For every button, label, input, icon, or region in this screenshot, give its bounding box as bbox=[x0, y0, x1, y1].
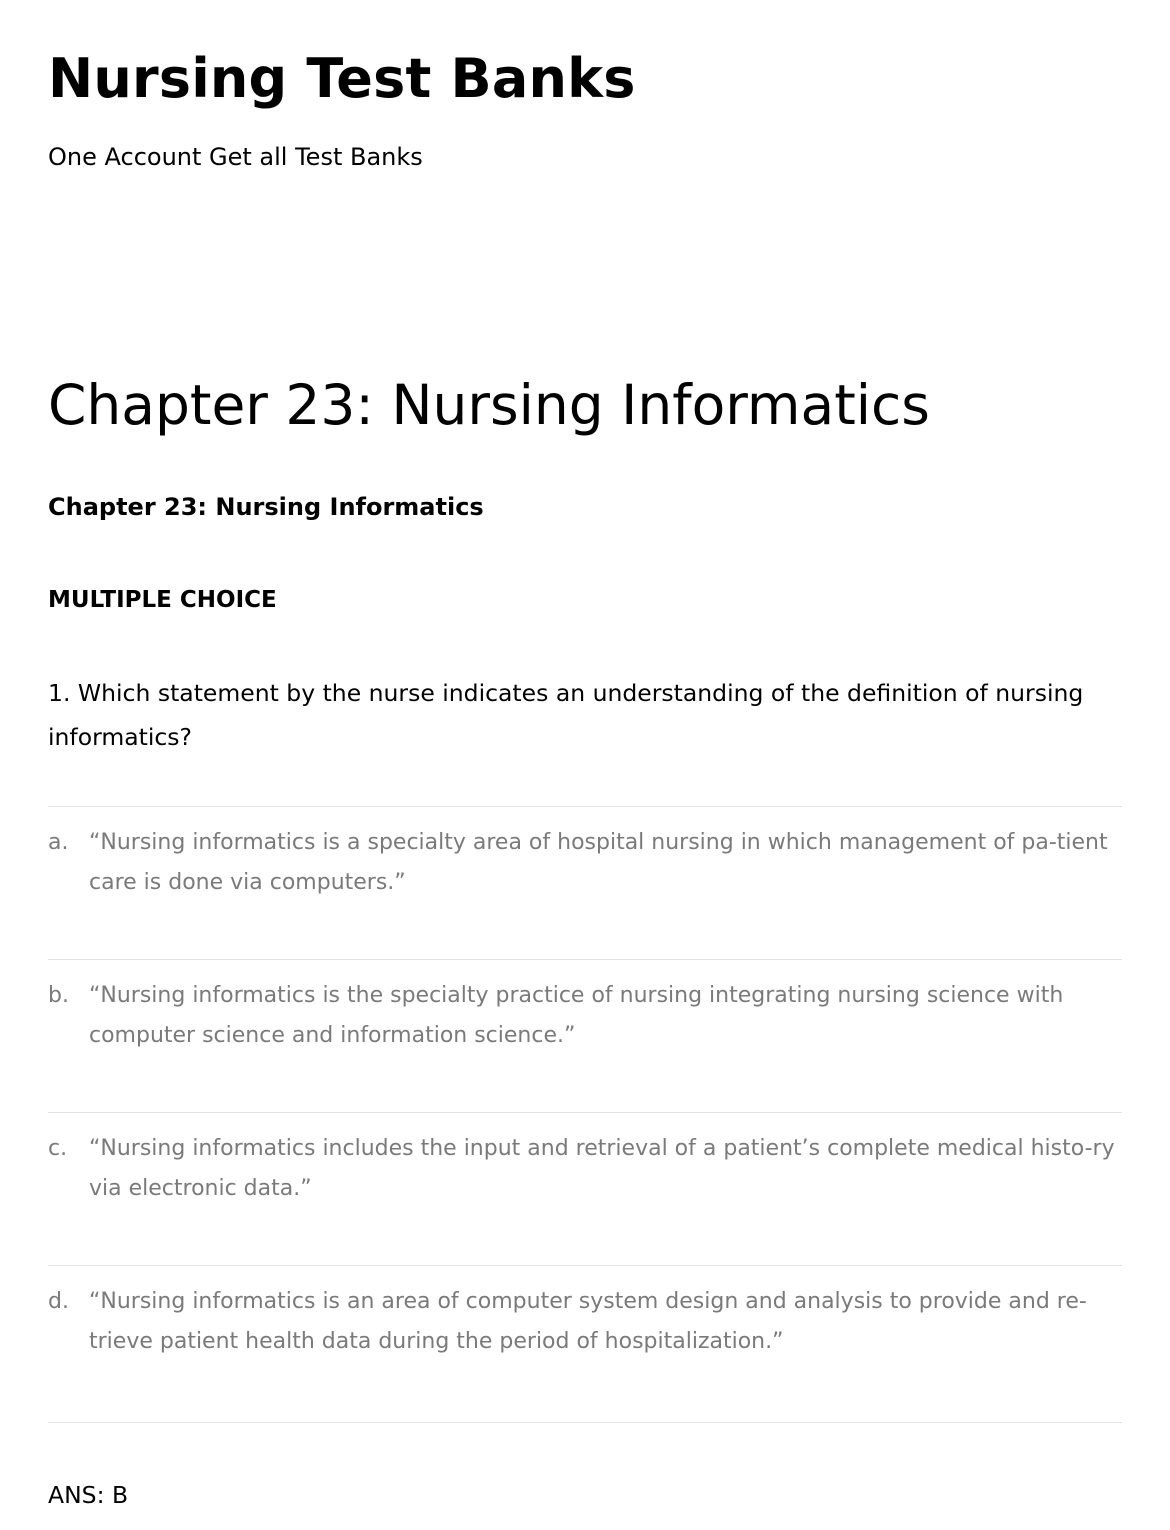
site-title[interactable]: Nursing Test Banks bbox=[48, 47, 636, 110]
option-text: “Nursing informatics is an area of computer system design and analysis to provide and re-trieve patient health data during the period of hospitalization.” bbox=[89, 1289, 1087, 1354]
option-text: “Nursing informatics is a specialty area of hospital nursing in which management of pa-tient care is done via computers.” bbox=[89, 830, 1108, 895]
answer-key: ANS: B bbox=[48, 1481, 129, 1509]
option-letter: c. bbox=[48, 1136, 68, 1161]
question-type-heading: MULTIPLE CHOICE bbox=[48, 587, 277, 613]
option-letter: d. bbox=[48, 1289, 69, 1314]
option-letter: b. bbox=[48, 983, 69, 1008]
option-d bbox=[48, 1265, 1122, 1418]
options-divider bbox=[48, 1422, 1122, 1423]
option-c bbox=[48, 1112, 1122, 1265]
option-b bbox=[48, 959, 1122, 1112]
question-text: 1. Which statement by the nurse indicates an understanding of the definition of nursing informatics? bbox=[48, 679, 1084, 751]
option-text: “Nursing informatics includes the input and retrieval of a patient’s complete medical histo-ry via electronic data.” bbox=[89, 1136, 1115, 1201]
entry-title: Chapter 23: Nursing Informatics bbox=[48, 373, 930, 437]
option-letter: a. bbox=[48, 830, 69, 855]
site-tagline: One Account Get all Test Banks bbox=[48, 143, 423, 171]
option-text: “Nursing informatics is the specialty practice of nursing integrating nursing science with computer science and information science.” bbox=[89, 983, 1064, 1048]
answer-options bbox=[48, 806, 1122, 1418]
option-a bbox=[48, 806, 1122, 959]
section-heading: Chapter 23: Nursing Informatics bbox=[48, 493, 484, 521]
